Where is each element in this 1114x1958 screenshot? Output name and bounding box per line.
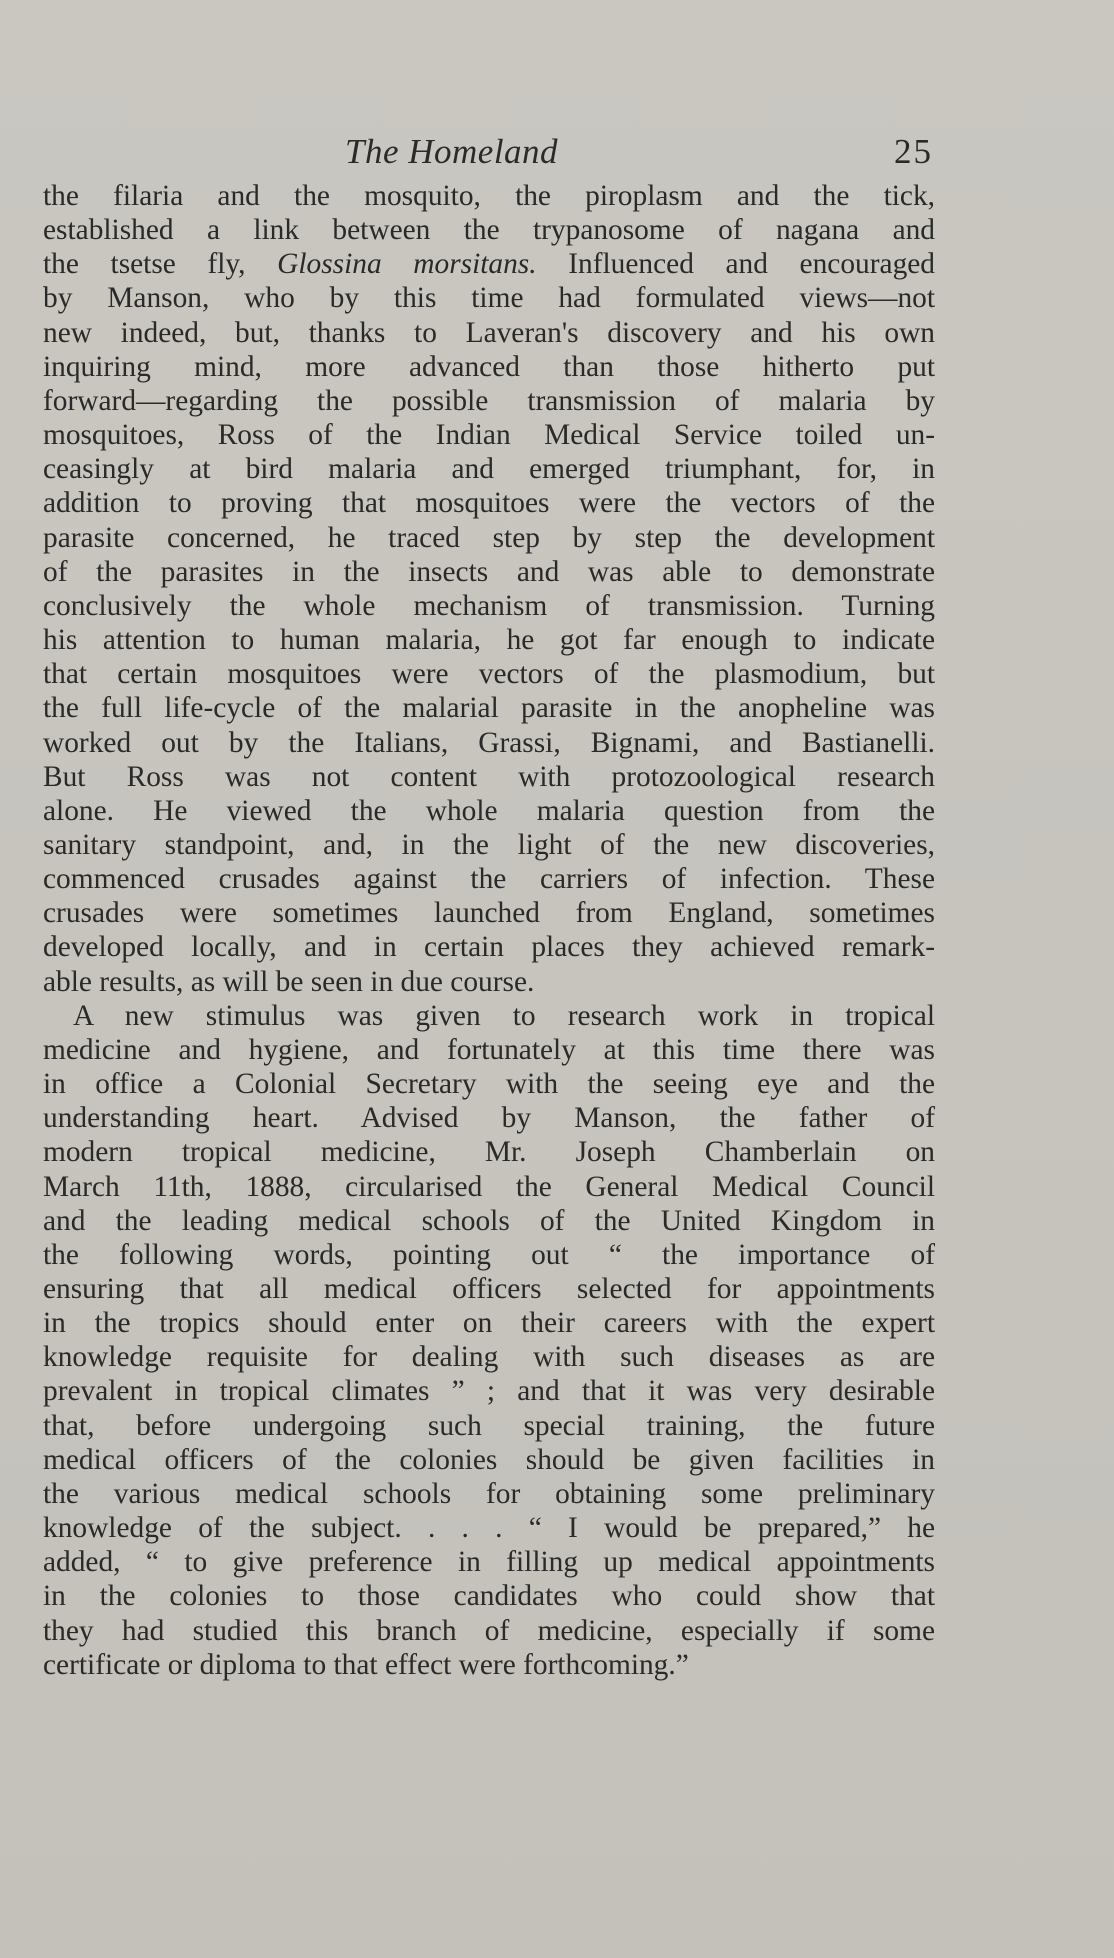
- book-page: [43, 131, 935, 1682]
- text-line: March 11th, 1888, circularised the General Medical Council: [43, 1170, 935, 1203]
- text-line: mosquitoes, Ross of the Indian Medical Service toiled un-: [43, 419, 935, 452]
- text-line: in office a Colonial Secretary with the seeing eye and the: [43, 1068, 935, 1101]
- text-line: But Ross was not content with protozoological research: [43, 760, 935, 793]
- text-line: ceasingly at bird malaria and emerged triumphant, for, in: [43, 453, 935, 486]
- species-name: Glossina morsitans.: [277, 248, 537, 281]
- text-line: modern tropical medicine, Mr. Joseph Chamberlain on: [43, 1136, 935, 1169]
- text-line: medical officers of the colonies should be given facilities in: [43, 1443, 935, 1476]
- running-head: [43, 131, 935, 179]
- text-line: parasite concerned, he traced step by step the development: [43, 521, 935, 554]
- paragraph-1: [43, 179, 935, 999]
- text-line: sanitary standpoint, and, in the light of the new discoveries,: [43, 828, 935, 861]
- text-line: commenced crusades against the carriers of infection. These: [43, 863, 935, 896]
- text-line: ensuring that all medical officers selected for appointments: [43, 1273, 935, 1305]
- text-line: knowledge requisite for dealing with such diseases as are: [43, 1341, 935, 1374]
- text-line: developed locally, and in certain places they achieved remark-: [43, 931, 935, 964]
- text-line: by Manson, who by this time had formulated views—not: [43, 282, 935, 315]
- text-line: that certain mosquitoes were vectors of the plasmodium, but: [43, 658, 935, 691]
- text-line: prevalent in tropical climates ” ; and that it was very desirable: [43, 1375, 935, 1408]
- text-fragment: Influenced and encouraged: [536, 248, 935, 281]
- text-line: [43, 247, 935, 281]
- text-line: the full life-cycle of the malarial parasite in the anopheline was: [43, 692, 935, 725]
- text-line: certificate or diploma to that effect were forthcoming.”: [43, 1648, 689, 1681]
- text-line: of the parasites in the insects and was able to demonstrate: [43, 555, 935, 588]
- text-line: alone. He viewed the whole malaria question from the: [43, 794, 935, 827]
- text-line: that, before undergoing such special training, the future: [43, 1409, 935, 1442]
- text-line: A new stimulus was given to research work in tropical: [73, 999, 935, 1032]
- text-line: in the colonies to those candidates who could show that: [43, 1580, 935, 1613]
- text-line: crusades were sometimes launched from England, sometimes: [43, 897, 935, 930]
- page-number: 25: [894, 132, 933, 171]
- text-line: knowledge of the subject. . . . “ I would be prepared,” he: [43, 1512, 935, 1545]
- text-line: inquiring mind, more advanced than those hitherto put: [43, 350, 935, 383]
- text-line: the filaria and the mosquito, the piroplasm and the tick,: [43, 180, 935, 212]
- paragraph-2: [43, 999, 935, 1682]
- text-line: added, “ to give preference in filling up medical appointments: [43, 1546, 935, 1579]
- text-line: worked out by the Italians, Grassi, Bignami, and Bastianelli.: [43, 726, 935, 759]
- text-line: his attention to human malaria, he got far enough to indicate: [43, 624, 935, 657]
- running-title: The Homeland: [345, 132, 559, 171]
- text-line: established a link between the trypanosome of nagana and: [43, 214, 935, 247]
- text-fragment: the tsetse fly,: [43, 248, 278, 281]
- text-line: medicine and hygiene, and fortunately at this time there was: [43, 1033, 935, 1066]
- text-line: addition to proving that mosquitoes were the vectors of the: [43, 487, 935, 520]
- text-line: they had studied this branch of medicine, especially if some: [43, 1614, 935, 1647]
- text-line: the various medical schools for obtaining some preliminary: [43, 1477, 935, 1510]
- text-line: new indeed, but, thanks to Laveran's discovery and his own: [43, 316, 935, 349]
- text-line: able results, as will be seen in due course.: [43, 965, 535, 998]
- text-line: conclusively the whole mechanism of transmission. Turning: [43, 589, 935, 622]
- text-line: the following words, pointing out “ the importance of: [43, 1238, 935, 1271]
- text-line: understanding heart. Advised by Manson, the father of: [43, 1102, 935, 1135]
- text-line: and the leading medical schools of the United Kingdom in: [43, 1204, 935, 1237]
- text-line: in the tropics should enter on their careers with the expert: [43, 1307, 935, 1340]
- text-line: forward—regarding the possible transmission of malaria by: [43, 384, 935, 417]
